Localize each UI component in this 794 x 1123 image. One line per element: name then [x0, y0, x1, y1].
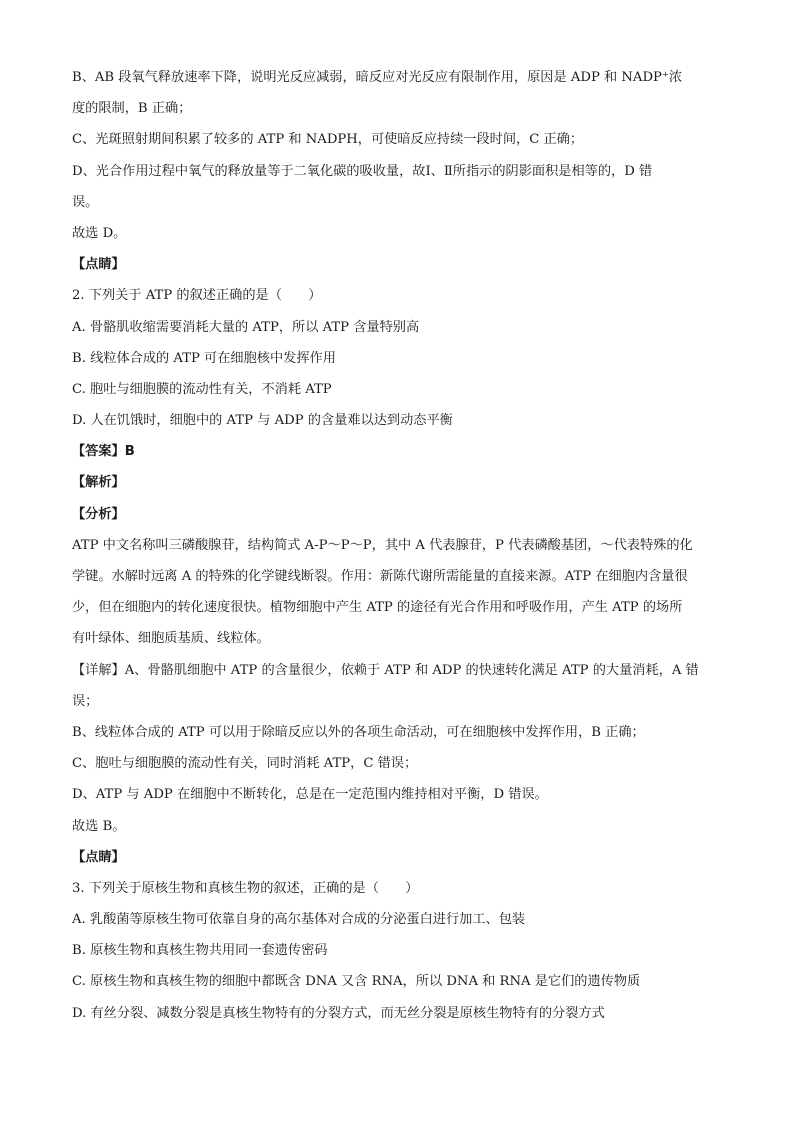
text-line: A. 乳酸菌等原核生物可依靠自身的高尔基体对合成的分泌蛋白进行加工、包装 — [72, 912, 526, 928]
section-heading: 【解析】 — [72, 475, 125, 491]
text-line: 度的限制，B 正确； — [72, 101, 192, 117]
text-line: C. 原核生物和真核生物的细胞中都既含 DNA 又含 RNA，所以 DNA 和 RNA 是它们的遗传物质 — [72, 974, 641, 990]
text-line: 3. 下列关于原核生物和真核生物的叙述，正确的是（ ） — [72, 880, 419, 896]
text-line: 学键。水解时远离 A 的特殊的化学键线断裂。作用：新陈代谢所需能量的直接来源。ATP 在细胞内含量很 — [72, 569, 688, 584]
section-heading: 【点睛】 — [72, 849, 125, 865]
text-line: D. 人在饥饿时，细胞中的 ATP 与 ADP 的含量难以达到动态平衡 — [72, 413, 453, 429]
text-line: 【详解】A、骨骼肌细胞中 ATP 的含量很少，依赖于 ATP 和 ADP 的快速转化满足 ATP 的大量消耗，A 错 — [72, 662, 699, 678]
text-line: B、AB 段氧气释放速率下降，说明光反应减弱，暗反应对光反应有限制作用，原因是 ADP 和 NADP⁺浓 — [72, 70, 683, 85]
section-heading: 【答案】B — [72, 444, 135, 460]
text-line: B、线粒体合成的 ATP 可以用于除暗反应以外的各项生命活动，可在细胞核中发挥作用，B 正确； — [72, 724, 645, 740]
text-line: 有叶绿体、细胞质基质、线粒体。 — [72, 631, 270, 647]
text-line: 误； — [72, 693, 99, 709]
text-line: ATP 中文名称叫三磷酸腺苷，结构简式 A-P～P～P，其中 A 代表腺苷，P 代表磷酸基团，～代表特殊的化 — [72, 537, 693, 553]
text-line: 故选 B。 — [72, 818, 126, 834]
text-line: 误。 — [72, 194, 99, 210]
text-line: 2. 下列关于 ATP 的叙述正确的是（ ） — [72, 288, 322, 304]
text-line: D、ATP 与 ADP 在细胞中不断转化，总是在一定范围内维持相对平衡，D 错误。 — [72, 787, 548, 803]
section-heading: 【分析】 — [72, 506, 125, 522]
text-line: C. 胞吐与细胞膜的流动性有关，不消耗 ATP — [72, 381, 332, 397]
text-line: D. 有丝分裂、减数分裂是真核生物特有的分裂方式，而无丝分裂是原核生物特有的分裂方式 — [72, 1005, 605, 1021]
text-line: 少，但在细胞内的转化速度很快。植物细胞中产生 ATP 的途径有光合作用和呼吸作用，产生 ATP 的场所 — [72, 600, 683, 616]
text-line: C、光斑照射期间积累了较多的 ATP 和 NADPH，可使暗反应持续一段时间，C 正确； — [72, 132, 584, 148]
text-line: 故选 D。 — [72, 225, 127, 241]
text-line: B. 原核生物和真核生物共用同一套遗传密码 — [72, 943, 328, 959]
section-heading: 【点睛】 — [72, 257, 125, 273]
text-line: B. 线粒体合成的 ATP 可在细胞核中发挥作用 — [72, 350, 336, 366]
text-line: C、胞吐与细胞膜的流动性有关，同时消耗 ATP，C 错误； — [72, 756, 418, 772]
text-line: D、光合作用过程中氧气的释放量等于二氧化碳的吸收量，故Ⅰ、Ⅱ所指示的阴影面积是相等的，D 错 — [72, 163, 653, 179]
document-body — [72, 62, 724, 1029]
text-line: A. 骨骼肌收缩需要消耗大量的 ATP，所以 ATP 含量特别高 — [72, 319, 420, 335]
